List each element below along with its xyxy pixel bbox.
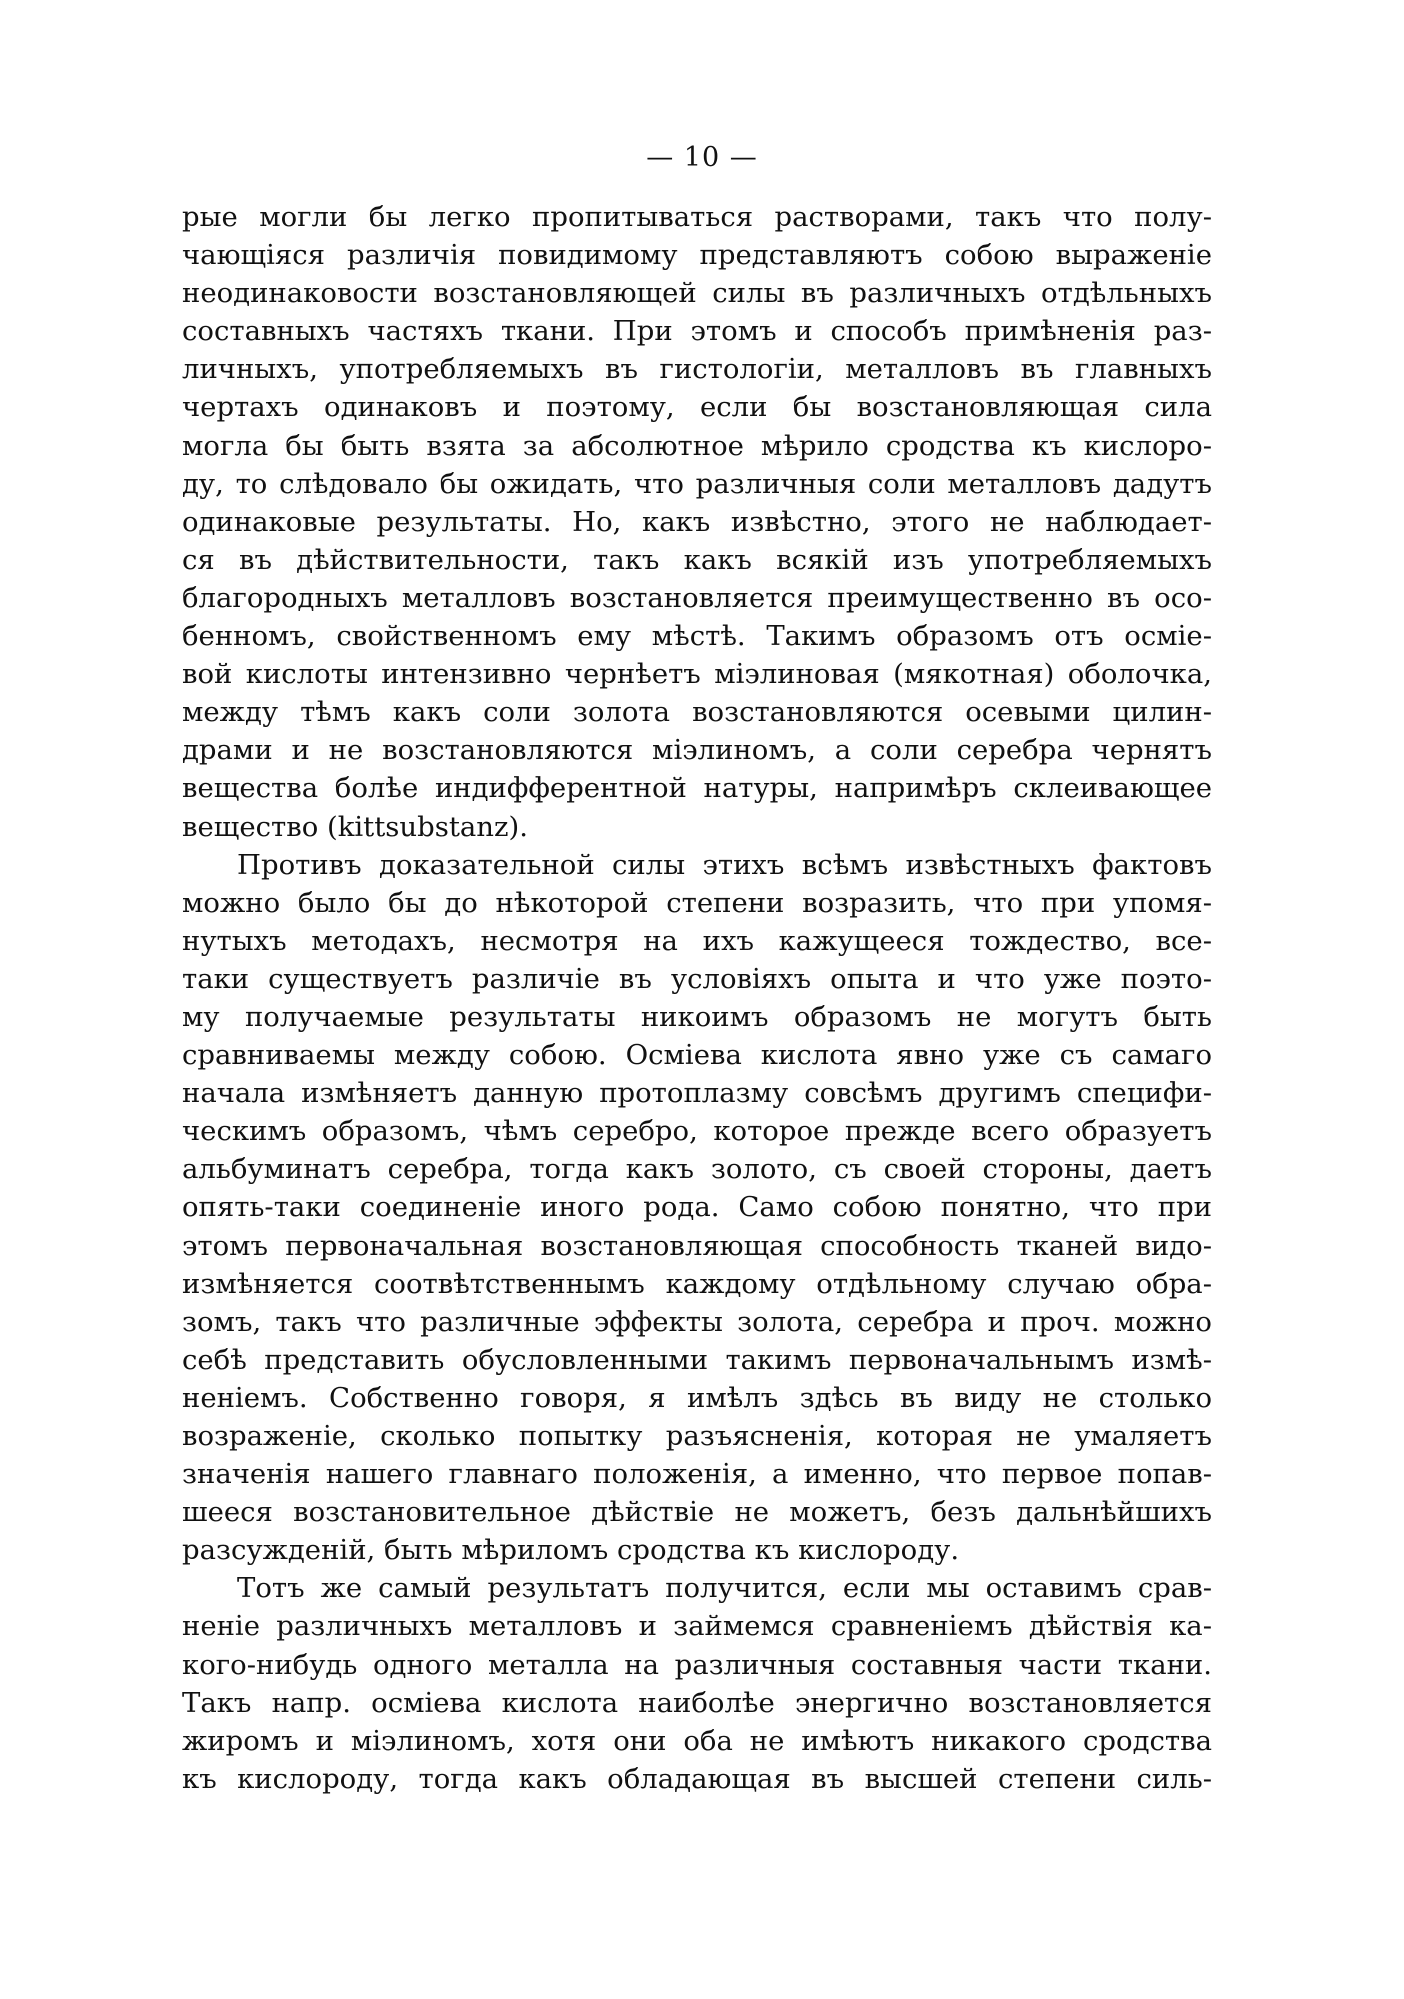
text-line: Тотъ же самый результатъ получится, если мы оставимъ срав- [237,1572,1212,1605]
text-line: ческимъ образомъ, чѣмъ серебро, которое прежде всего образуетъ [182,1115,1212,1148]
text-line: этомъ первоначальная возстановляющая способность тканей видо- [182,1229,1212,1262]
text-line: чающіяся различія повидимому представляютъ собою выраженіе [182,239,1212,272]
text-line: возраженіе, сколько попытку разъясненія, которая не умаляетъ [182,1420,1212,1452]
page-number: — 10 — [646,142,758,173]
text-line: зомъ, такъ что различные эффекты золота, серебра и проч. можно [182,1305,1212,1338]
text-line: чертахъ одинаковъ и поэтому, если бы возстановляющая сила [182,391,1212,424]
text-line: нутыхъ методахъ, несмотря на ихъ кажущееся тождество, все- [182,924,1212,957]
body-text [182,198,1212,1798]
text-line: себѣ представить обусловленными такимъ первоначальнымъ измѣ- [182,1343,1212,1376]
text-line: между тѣмъ какъ соли золота возстановляются осевыми цилин- [182,696,1212,729]
text-line: неніемъ. Собственно говоря, я имѣлъ здѣсь въ виду не столько [182,1381,1212,1414]
text-line: ся въ дѣйствительности, такъ какъ всякій изъ употребляемыхъ [182,543,1212,576]
paragraph-1 [182,198,1212,846]
text-line: вещества болѣе индифферентной натуры, напримѣръ склеивающее [182,772,1212,805]
text-line: шееся возстановительное дѣйствіе не можетъ, безъ дальнѣйшихъ [182,1496,1212,1529]
text-line: личныхъ, употребляемыхъ въ гистологіи, металловъ въ главныхъ [182,353,1212,386]
text-line: рые могли бы легко пропитываться растворами, такъ что полу- [182,201,1212,233]
text-line: альбуминатъ серебра, тогда какъ золото, съ своей стороны, даетъ [182,1153,1212,1186]
text-line: Такъ напр. осміева кислота наиболѣе энергично возстановляется [182,1686,1212,1719]
text-line: Противъ доказательной силы этихъ всѣмъ извѣстныхъ фактовъ [237,848,1212,881]
text-line: вой кислоты интензивно чернѣетъ міэлиновая (мякотная) оболочка, [182,658,1212,691]
text-line: неодинаковости возстановляющей силы въ различныхъ отдѣльныхъ [182,277,1212,310]
text-line: неніе различныхъ металловъ и займемся сравненіемъ дѣйствія ка- [182,1610,1212,1643]
text-line: жиромъ и міэлиномъ, хотя они оба не имѣютъ никакого сродства [182,1724,1212,1757]
text-line: къ кислороду, тогда какъ обладающая въ высшей степени силь- [182,1762,1212,1795]
paragraph-3 [182,1569,1212,1798]
text-line: значенія нашего главнаго положенія, а именно, что первое попав- [182,1458,1212,1491]
text-line: бенномъ, свойственномъ ему мѣстѣ. Такимъ образомъ отъ осміе- [182,620,1212,653]
text-line: могла бы быть взята за абсолютное мѣрило сродства къ кислоро- [182,429,1212,462]
paragraph-2 [182,846,1212,1570]
text-line: му получаемые результаты никоимъ образомъ не могутъ быть [182,1000,1212,1033]
text-line: начала измѣняетъ данную протоплазму совсѣмъ другимъ специфи- [182,1077,1212,1110]
text-line: ду, то слѣдовало бы ожидать, что различныя соли металловъ дадутъ [182,467,1212,500]
text-line: измѣняется соотвѣтственнымъ каждому отдѣльному случаю обра- [182,1267,1212,1300]
text-line: сравниваемы между собою. Осміева кислота явно уже съ самаго [182,1039,1212,1072]
text-line: благородныхъ металловъ возстановляется преимущественно въ осо- [182,581,1212,614]
text-line: кого-нибудь одного металла на различныя составныя части ткани. [182,1648,1212,1681]
text-line: одинаковые результаты. Но, какъ извѣстно, этого не наблюдает- [182,505,1212,538]
text-line: разсужденій, быть мѣриломъ сродства къ кислороду. [182,1534,960,1567]
text-line: таки существуетъ различіе въ условіяхъ опыта и что уже поэто- [182,962,1212,995]
text-line: можно было бы до нѣкоторой степени возразить, что при упомя- [182,886,1212,919]
text-line: вещество (kittsubstanz). [182,810,528,843]
text-line: драми и не возстановляются міэлиномъ, а соли серебра чернятъ [182,734,1212,767]
text-line: опять-таки соединеніе иного рода. Само собою понятно, что при [182,1191,1212,1224]
text-line: составныхъ частяхъ ткани. При этомъ и способъ примѣненія раз- [182,315,1212,348]
